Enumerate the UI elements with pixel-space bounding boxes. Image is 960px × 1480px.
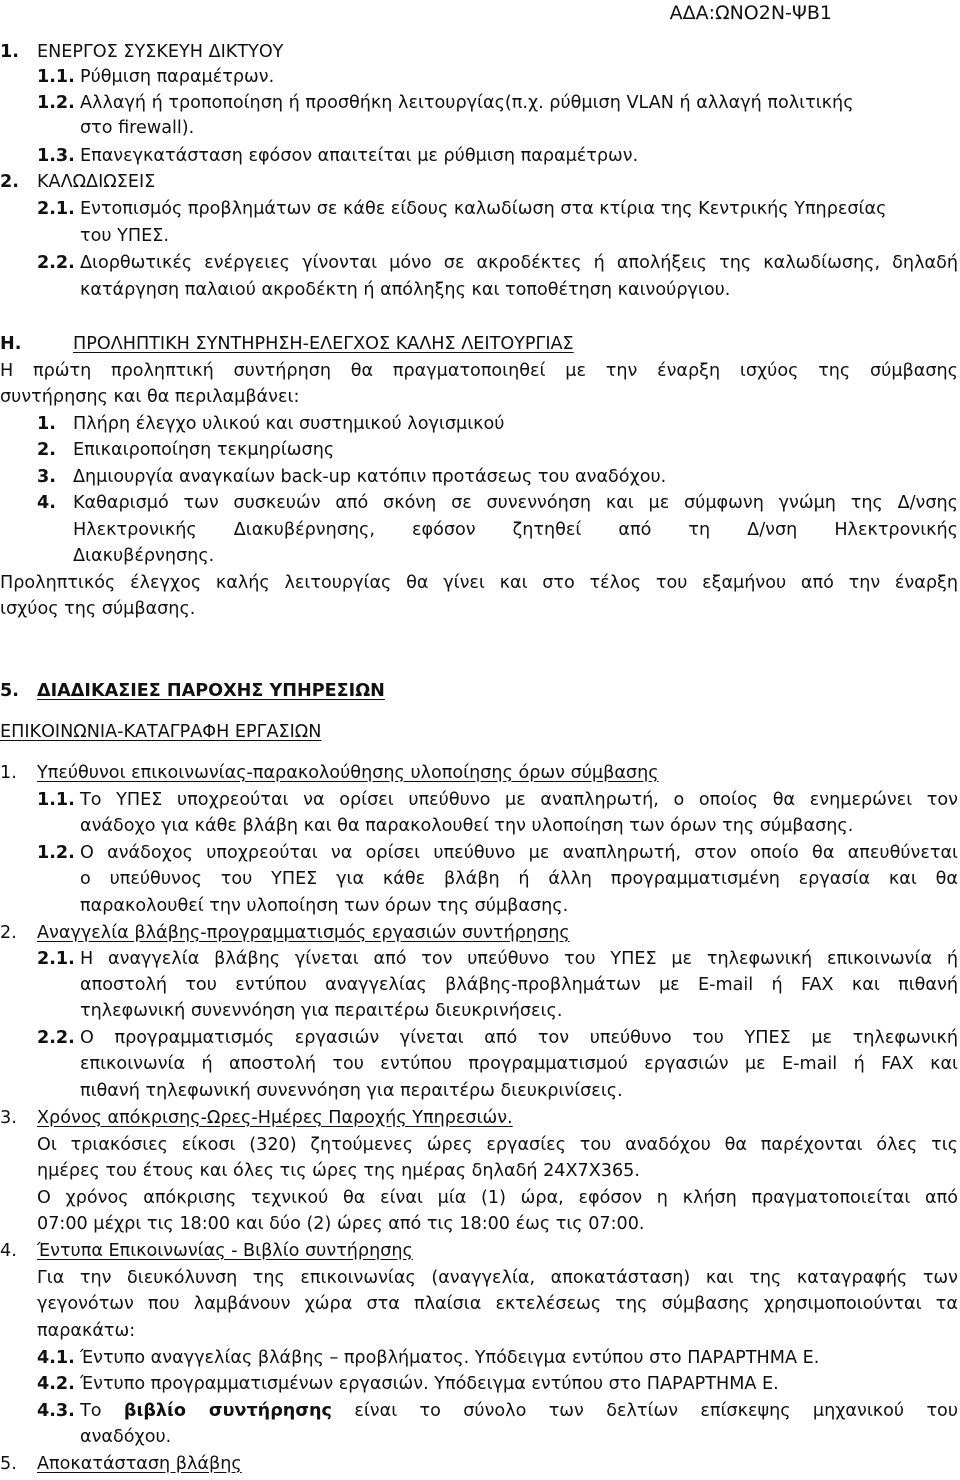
p4-3-bold-term: βιβλίο συντήρησης [123, 1401, 332, 1421]
p4-line-1: Για την διευκόλυνση της επικοινωνίας (αναγγελία, αποκατάσταση) και της καταγραφής των [37, 1268, 958, 1288]
p5-number: 5. [0, 1454, 17, 1474]
section-h-outro-line-2: ισχύος της σύμβασης. [0, 599, 196, 619]
p3-title: Χρόνος απόκρισης-Ωρες-Ημέρες Παροχής Υπηρεσιών. [37, 1108, 513, 1128]
p1-2-line-2: ο υπεύθυνος του ΥΠΕΣ για κάθε βλάβη ή άλλη προγραμματισμένη εργασία και θα [80, 869, 958, 889]
p1-1-line-1: Το ΥΠΕΣ υποχρεούται να ορίσει υπεύθυνο με αναπληρωτή, ο οποίος θα ενημερώνει τον [80, 790, 958, 810]
section-h-title: ΠΡΟΛΗΠΤΙΚΗ ΣΥΝΤΗΡΗΣΗ-ΕΛΕΓΧΟΣ ΚΑΛΗΣ ΛΕΙΤΟΥΡΓΙΑΣ [73, 334, 574, 354]
h-item-1-number: 1. [37, 414, 56, 434]
item-1-1-number: 1.1. [37, 67, 75, 87]
h-item-2-text: Επικαιροποίηση τεκμηρίωσης [73, 440, 335, 460]
p1-1-line-2: ανάδοχο για κάθε βλάβη και θα παρακολουθεί την υλοποίηση των όρων της σύμβασης. [80, 816, 854, 836]
item-1-2-number: 1.2. [37, 93, 75, 113]
item-2-2-number: 2.2. [37, 253, 75, 273]
p2-2-line-1: Ο προγραμματισμός εργασιών γίνεται από τον υπεύθυνο του ΥΠΕΣ με τηλεφωνική [80, 1028, 958, 1048]
item-1-1-text: Ρύθμιση παραμέτρων. [80, 67, 275, 87]
section-5-subtitle: ΕΠΙΚΟΙΝΩΝΙΑ-ΚΑΤΑΓΡΑΦΗ ΕΡΓΑΣΙΩΝ [0, 722, 322, 742]
p1-2-line-3: παρακολουθεί την υλοποίηση των όρων της σύμβασης. [80, 896, 569, 916]
p4-1-text: Έντυπο αναγγελίας βλάβης – προβλήματος. Υπόδειγμα εντύπου στο ΠΑΡΑΡΤΗΜΑ Ε. [80, 1348, 820, 1368]
item-2-1-line-1: Εντοπισμός προβλημάτων σε κάθε είδους καλωδίωση στα κτίρια της Κεντρικής Υπηρεσίας [80, 199, 887, 219]
p4-3-rest: είναι το σύνολο των δελτίων επίσκεψης μηχανικού του [354, 1401, 958, 1421]
p1-2-number: 1.2. [37, 843, 75, 863]
p1-2-line-1: Ο ανάδοχος υποχρεούται να ορίσει υπεύθυνο με αναπληρωτή, στον οποίο θα απευθύνεται [80, 843, 958, 863]
p2-2-line-3: πιθανή τηλεφωνική συνεννόηση για περαιτέρω διευκρινίσεις. [80, 1081, 623, 1101]
p3-number: 3. [0, 1108, 17, 1128]
p2-2-number: 2.2. [37, 1028, 75, 1048]
section-5-title: ΔΙΑΔΙΚΑΣΙΕΣ ΠΑΡΟΧΗΣ ΥΠΗΡΕΣΙΩΝ [37, 681, 385, 701]
section-h-number: Η. [0, 334, 22, 354]
h-item-4-line-1: Καθαρισμό των συσκευών από σκόνη σε συνεννόηση και με σύμφωνη γνώμη της Δ/νσης [73, 493, 958, 513]
p2-1-line-2: αποστολή του εντύπου αναγγελίας βλάβης-προβλημάτων με E-mail ή FAX και πιθανή [80, 975, 958, 995]
p3-b-line-1: Ο χρόνος απόκρισης τεχνικού θα είναι μία (1) ώρα, εφόσον η κλήση πραγματοποιείται από [37, 1188, 958, 1208]
p1-1-number: 1.1. [37, 790, 75, 810]
p4-3-line-1 [80, 1399, 958, 1424]
section-1-number: 1. [0, 42, 19, 62]
section-h-outro-line-1: Προληπτικός έλεγχος καλής λειτουργίας θα γίνει και στο τέλος του εξαμήνου από την έναρξη [0, 573, 958, 593]
p2-2-line-2: επικοινωνία ή αποστολή του εντύπου προγραμματισμού εργασιών με E-mail ή FAX και [80, 1054, 958, 1074]
p5-title: Αποκατάσταση βλάβης [37, 1454, 242, 1474]
p4-2-text: Έντυπο προγραμματισμένων εργασιών. Υπόδειγμα εντύπου στο ΠΑΡΑΡΤΗΜΑ Ε. [80, 1374, 779, 1394]
section-1-title: ΕΝΕΡΓΟΣ ΣΥΣΚΕΥΗ ΔΙΚΤΥΟΥ [37, 42, 284, 62]
p1-number: 1. [0, 763, 17, 783]
p4-3-number: 4.3. [37, 1401, 75, 1421]
h-item-4-line-2: Ηλεκτρονικής Διακυβέρνησης, εφόσον ζητηθεί από τη Δ/νση Ηλεκτρονικής [73, 520, 958, 540]
p2-1-line-3: τηλεφωνική συνεννόηση για περαιτέρω διευκρινήσεις. [80, 1001, 563, 1021]
p2-number: 2. [0, 923, 17, 943]
p2-title: Αναγγελία βλάβης-προγραμματισμός εργασιών συντήρησης [37, 923, 570, 943]
p3-b-line-2: 07:00 μέχρι τις 18:00 και δύο (2) ώρες από τις 18:00 έως τις 07:00. [37, 1214, 645, 1234]
h-item-3-text: Δημιουργία αναγκαίων back-up κατόπιν προτάσεως του αναδόχου. [73, 467, 667, 487]
p3-a-line-1: Οι τριακόσιες είκοσι (320) ζητούμενες ώρες εργασίες του αναδόχου θα παρέχονται όλες τις [37, 1135, 958, 1155]
item-2-1-number: 2.1. [37, 199, 75, 219]
section-2-number: 2. [0, 172, 19, 192]
p4-title: Έντυπα Επικοινωνίας - Βιβλίο συντήρησης [37, 1241, 413, 1261]
item-1-3-text: Επανεγκατάσταση εφόσον απαιτείται με ρύθμιση παραμέτρων. [80, 146, 639, 166]
p4-1-number: 4.1. [37, 1348, 75, 1368]
section-h-intro-line-2: συντήρησης και θα περιλαμβάνει: [0, 387, 300, 407]
ada-code: ΑΔΑ:ΩΝΟ2Ν-ΨΒ1 [669, 2, 832, 24]
p4-number: 4. [0, 1241, 17, 1261]
item-2-2-line-2: κατάργηση παλαιού ακροδέκτη ή απόληξης και τοποθέτηση καινούργιου. [80, 280, 731, 300]
h-item-1-text: Πλήρη έλεγχο υλικού και συστημικού λογισμικού [73, 414, 505, 434]
item-1-2-line-1: Αλλαγή ή τροποποίηση ή προσθήκη λειτουργίας(π.χ. ρύθμιση VLAN ή αλλαγή πολιτικής [80, 93, 854, 113]
section-2-title: ΚΑΛΩΔΙΩΣΕΙΣ [37, 172, 156, 192]
item-1-3-number: 1.3. [37, 146, 75, 166]
section-5-number: 5. [0, 681, 19, 701]
h-item-3-number: 3. [37, 467, 56, 487]
section-h-intro-line-1: Η πρώτη προληπτική συντήρηση θα πραγματοποιηθεί με την έναρξη ισχύος της σύμβασης [0, 361, 958, 381]
p4-2-number: 4.2. [37, 1374, 75, 1394]
p2-1-number: 2.1. [37, 949, 75, 969]
p4-line-2: γεγονότων που λαμβάνουν χώρα στα πλαίσια εκτελέσεως της σύμβασης χρησιμοποιούνται τα [37, 1294, 958, 1314]
p4-line-3: παρακάτω: [37, 1321, 136, 1341]
item-2-1-line-2: του ΥΠΕΣ. [80, 226, 169, 246]
p2-1-line-1: Η αναγγελία βλάβης γίνεται από τον υπεύθυνο του ΥΠΕΣ με τηλεφωνική επικοινωνία ή [80, 949, 958, 969]
p1-title: Υπεύθυνοι επικοινωνίας-παρακολούθησης υλοποίησης όρων σύμβασης [37, 763, 659, 783]
item-2-2-line-1: Διορθωτικές ενέργειες γίνονται μόνο σε ακροδέκτες ή απολήξεις της καλωδίωσης, δηλαδή [80, 253, 958, 273]
p3-a-line-2: ημέρες του έτους και όλες τις ώρες της ημέρας δηλαδή 24Χ7Χ365. [37, 1161, 640, 1181]
h-item-2-number: 2. [37, 440, 56, 460]
p4-3-lead: Το [80, 1401, 102, 1421]
p4-3-line-2: αναδόχου. [80, 1427, 172, 1447]
h-item-4-line-3: Διακυβέρνησης. [73, 546, 215, 566]
item-1-2-line-2: στο firewall). [80, 118, 195, 138]
h-item-4-number: 4. [37, 493, 56, 513]
